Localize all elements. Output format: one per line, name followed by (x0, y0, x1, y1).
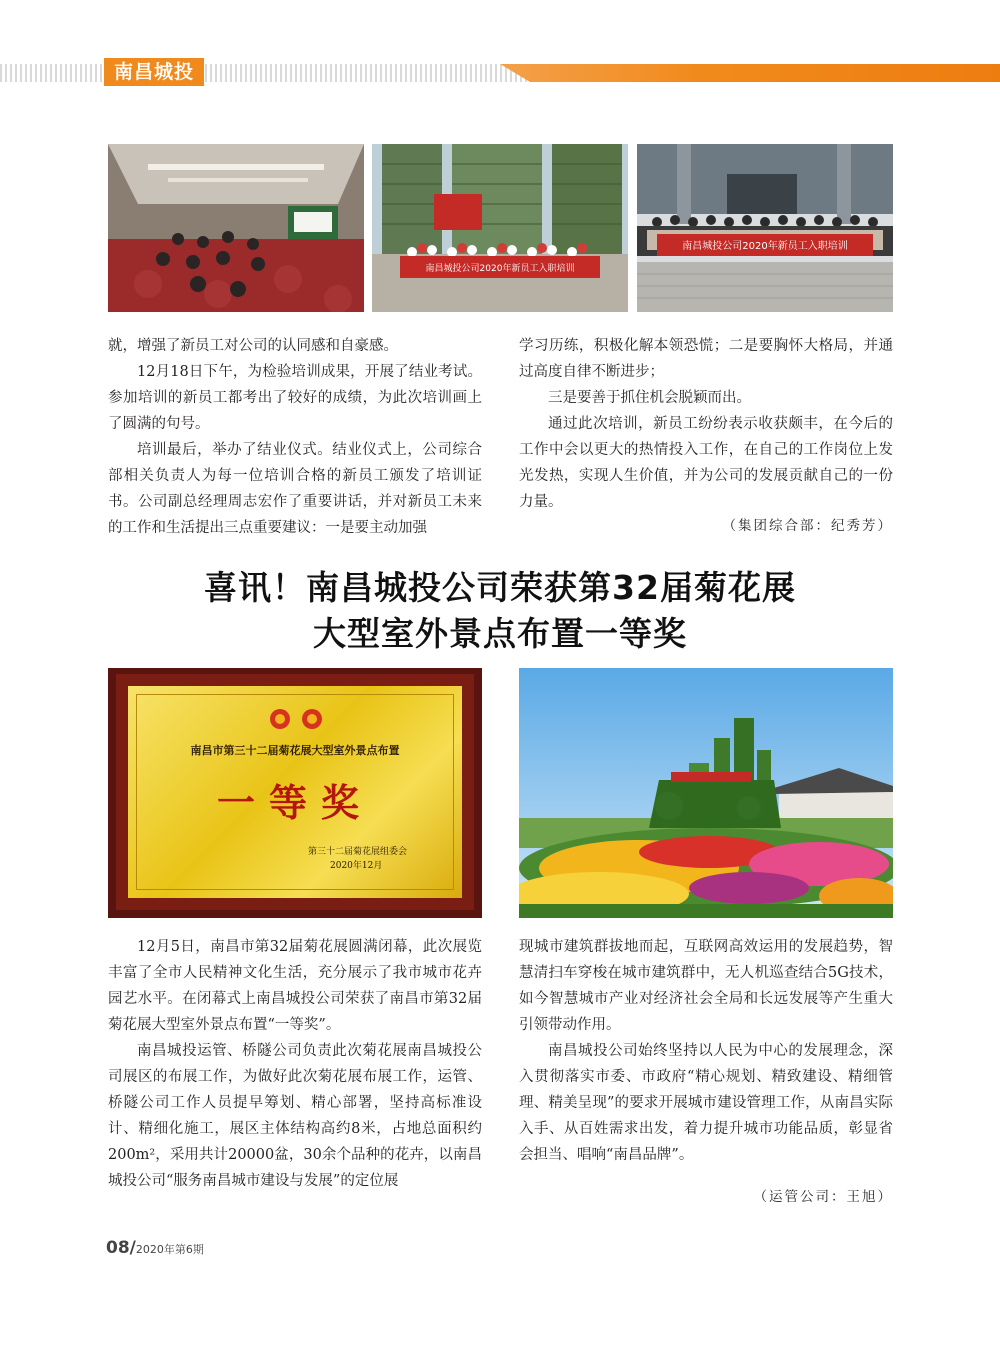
banner-group-photo: 南昌城投公司2020年新员工入职培训 (682, 241, 848, 252)
article2-left-column (108, 934, 482, 1194)
article1-left-column (108, 333, 482, 541)
chrysanthemum-emblem-icon (258, 706, 334, 732)
certificate-issuer: 第三十二届菊花展组委会 (308, 847, 408, 857)
page-footer (106, 1238, 204, 1258)
article2-right-p1: 现城市建筑群拔地而起，互联网高效运用的发展趋势，智慧清扫车穿梭在城市建筑群中，无人机巡查结合5G技术，如今智慧城市产业对经济社会全局和长远发展等产生重大引领带动作用。 (519, 939, 893, 1033)
article1-right-p1: 学习历练，积极化解本领恐慌；二是要胸怀大格局，并通过高度自律不断进步； (519, 338, 893, 380)
article1-right-p3: 通过此次培训，新员工纷纷表示收获颇丰，在今后的工作中会以更大的热情投入工作，在自己的工作岗位上发光发热，实现人生价值，并为公司的发展贡献自己的一份力量。 (519, 416, 893, 510)
issue-label: 2020年第6期 (135, 1243, 204, 1256)
article1-left-p3: 培训最后，举办了结业仪式。结业仪式上，公司综合部相关负责人为每一位培训合格的新员工颁发了培训证书。公司副总经理周志宏作了重要讲话，并对新员工未来的工作和生活提出三点重要建议：一是要主动加强 (108, 442, 482, 536)
photo-construction-site (372, 144, 628, 312)
article1-right-p2: 三是要善于抓住机会脱颖而出。 (548, 390, 751, 406)
photo-conference-room (108, 144, 364, 312)
photo-group (637, 144, 893, 312)
article1-left-p2: 12月18日下午，为检验培训成果，开展了结业考试。参加培训的新员工都考出了较好的成绩，为此次培训画上了圆满的句号。 (108, 364, 482, 432)
article2-title-line2: 大型室外景点布置一等奖 (313, 614, 687, 653)
header-stripes (0, 64, 560, 82)
article2-signature: （运管公司：王旭） (753, 1189, 893, 1205)
article2-right-column (519, 934, 893, 1168)
article1-signature: （集团综合部：纪秀芳） (722, 518, 893, 534)
section-header (0, 58, 1000, 86)
section-tag: 南昌城投 (104, 58, 204, 86)
certificate-award: 一等奖 (216, 780, 373, 825)
certificate-date: 2020年12月 (330, 861, 383, 871)
banner-construction: 南昌城投公司2020年新员工入职培训 (425, 264, 575, 274)
photo-chrysanthemum-exhibit (519, 668, 893, 918)
article2-left-p2: 南昌城投运管、桥隧公司负责此次菊花展南昌城投公司展区的布展工作，为做好此次菊花展布展工作，运管、桥隧公司工作人员提早筹划、精心部署，坚持高标准设计、精细化施工，展区主体结构高约8米，占地总面积约200m²，采用共计20000盆，30余个品种的花卉，以南昌城投公司“服务南昌城市建设与发展”的定位展 (108, 1043, 482, 1189)
article2-title-line1: 喜讯！南昌城投公司荣获第32届菊花展 (204, 568, 796, 607)
article2-right-p2: 南昌城投公司始终坚持以人民为中心的发展理念，深入贯彻落实市委、市政府“精心规划、精致建设、精细管理、精美呈现”的要求开展城市建设管理工作，从南昌实际入手、从百姓需求出发，着力提升城市功能品质，彰显省会担当、唱响“南昌品牌”。 (519, 1043, 893, 1163)
certificate-heading: 南昌市第三十二届菊花展大型室外景点布置 (190, 744, 400, 757)
article1-left-p1: 就，增强了新员工对公司的认同感和自豪感。 (108, 338, 398, 354)
photo-award-certificate (108, 668, 482, 918)
article1-right-column (519, 333, 893, 515)
article2-left-p1: 12月5日，南昌市第32届菊花展圆满闭幕，此次展览丰富了全市人民精神文化生活，充分展示了我市城市花卉园艺水平。在闭幕式上南昌城投公司荣获了南昌市第32届菊花展大型室外景点布置“一等奖”。 (108, 939, 482, 1033)
header-orange-bar (500, 64, 1000, 82)
page-number: 08/ (106, 1238, 136, 1258)
